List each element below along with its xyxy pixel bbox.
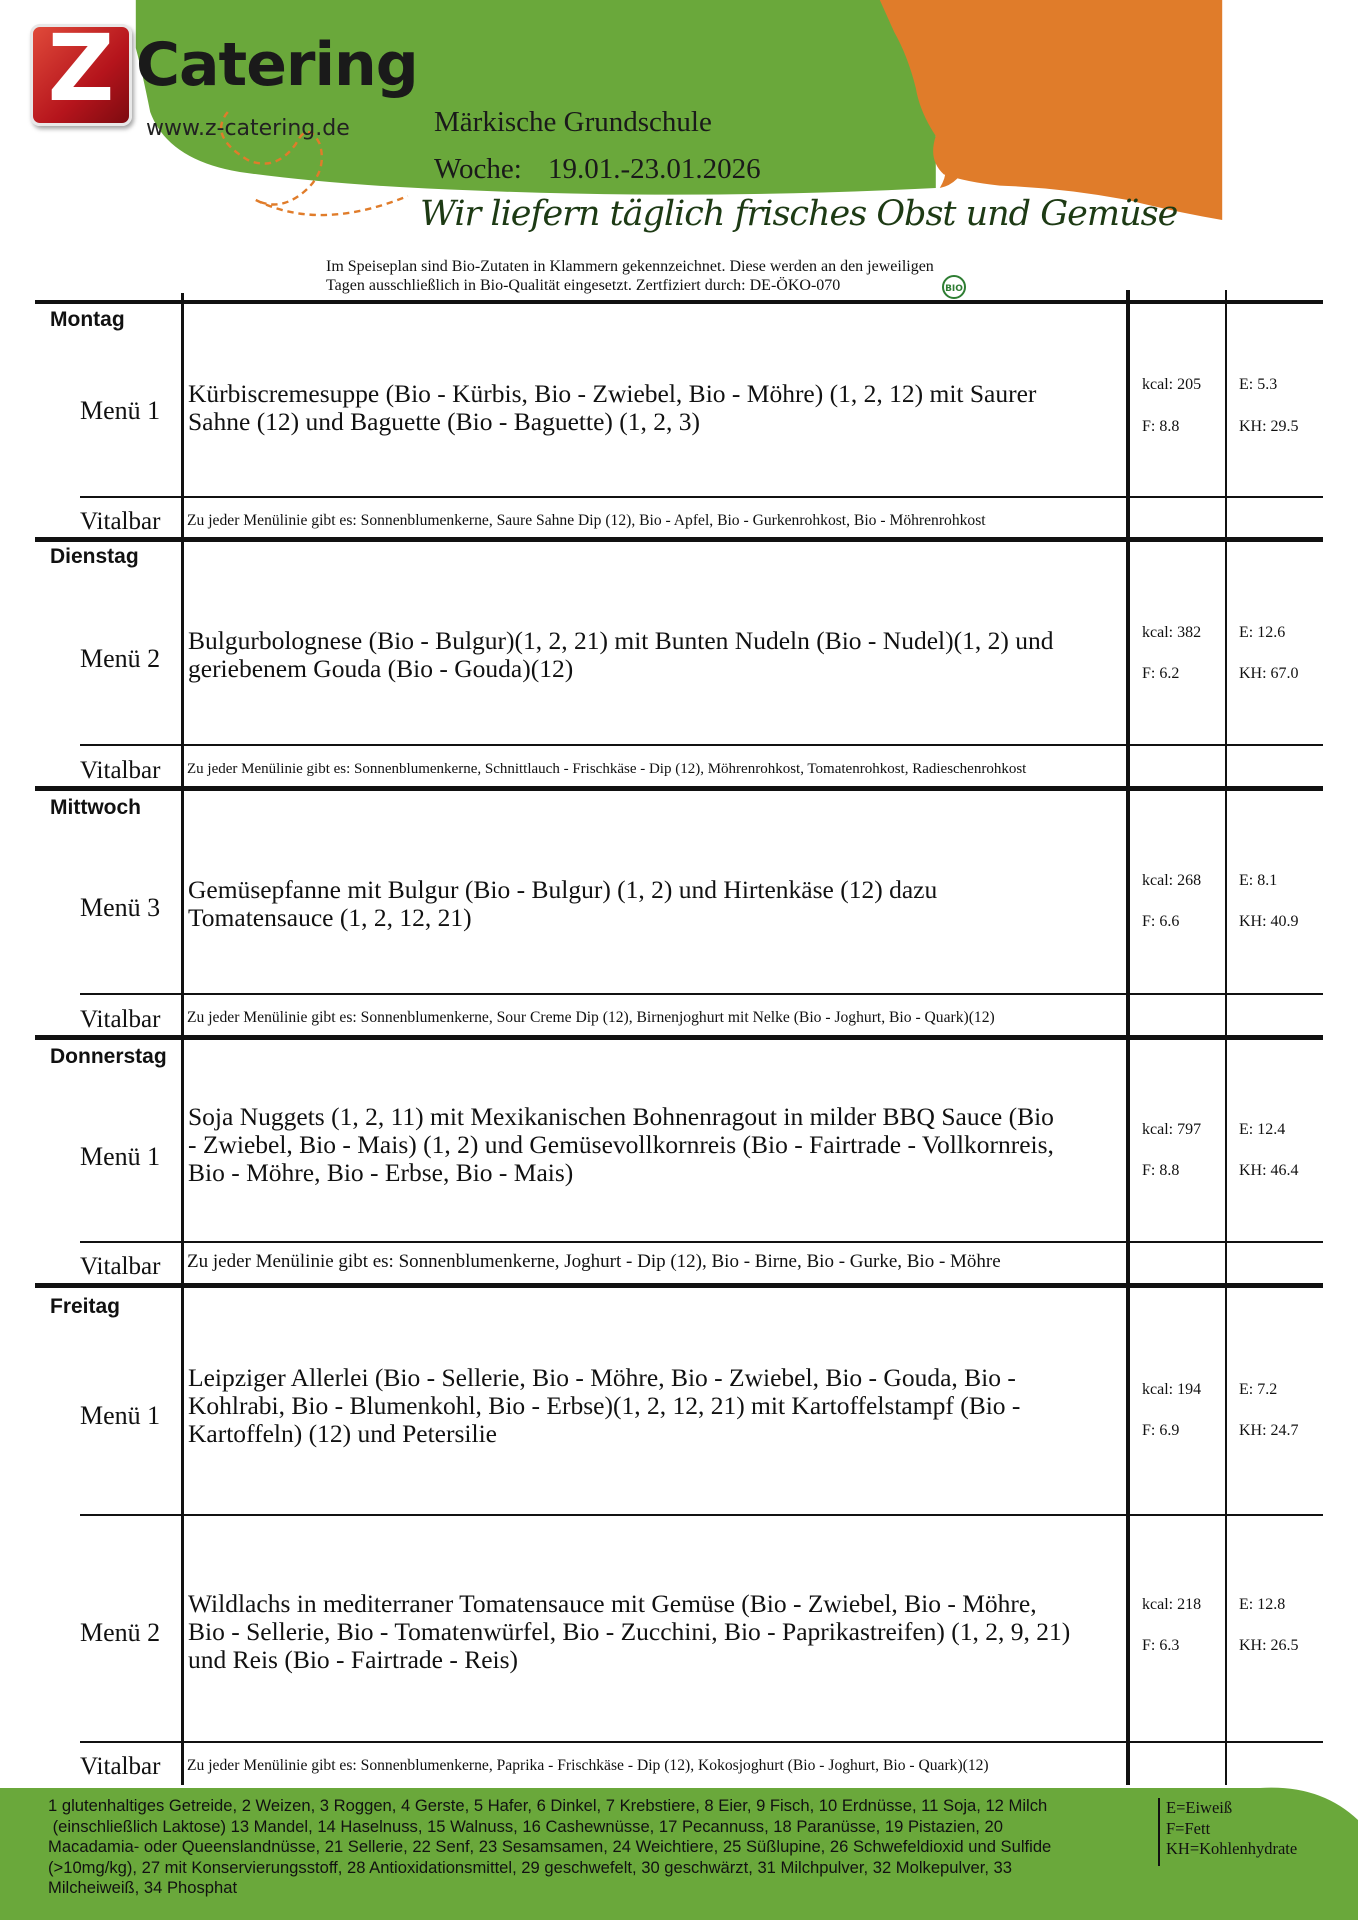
fat-value: F: 6.6	[1142, 913, 1180, 930]
day-title: Mittwoch	[50, 796, 141, 819]
carbs-value: KH: 26.5	[1239, 1637, 1299, 1654]
allergen-list	[48, 1796, 1156, 1899]
dish-line: Soja Nuggets (1, 2, 11) mit Mexikanischen Bohnenragout in milder BBQ Sauce (Bio	[188, 1102, 1054, 1131]
legend-item: KH=Kohlenhydrate	[1166, 1839, 1298, 1858]
carbs-value: KH: 67.0	[1239, 665, 1299, 682]
carbs-value: KH: 46.4	[1239, 1162, 1299, 1179]
divider	[80, 1514, 1323, 1516]
carbs-value: KH: 29.5	[1239, 418, 1299, 435]
bio-seal-icon: BIO	[942, 275, 966, 299]
legend-item: E=Eiweiß	[1166, 1798, 1233, 1817]
vitalbar-text: Zu jeder Menülinie gibt es: Sonnenblumenkerne, Schnittlauch - Frischkäse - Dip (12), Möhrenrohkost, Tomatenrohkost, Radieschenrohkost	[187, 761, 1027, 777]
divider	[35, 537, 1323, 542]
dish-description	[188, 876, 1118, 932]
dish-line: und Reis (Bio - Fairtrade - Reis)	[188, 1645, 519, 1674]
week-label: Woche:	[434, 153, 522, 185]
dish-line: geriebenem Gouda (Bio - Gouda)(12)	[188, 654, 574, 683]
allergen-line: Milcheiweiß, 34 Phosphat	[48, 1878, 238, 1897]
kcal-value: kcal: 194	[1142, 1381, 1202, 1398]
kcal-value: kcal: 382	[1142, 624, 1202, 641]
day-title: Donnerstag	[50, 1045, 167, 1068]
carbs-value: KH: 24.7	[1239, 1422, 1299, 1439]
school-name: Märkische Grundschule	[434, 106, 712, 138]
protein-value: E: 12.4	[1239, 1121, 1286, 1138]
vitalbar-text: Zu jeder Menülinie gibt es: Sonnenblumenkerne, Saure Sahne Dip (12), Bio - Apfel, Bio - Gurkenrohkost, Bio - Möhrenrohkost	[187, 512, 986, 529]
kcal-value: kcal: 797	[1142, 1121, 1202, 1138]
protein-value: E: 7.2	[1239, 1381, 1278, 1398]
menu-label: Menü 1	[80, 396, 161, 425]
divider	[80, 993, 1323, 995]
divider	[1158, 1798, 1160, 1866]
day-title: Freitag	[50, 1295, 121, 1318]
brand-url: www.z-catering.de	[146, 116, 350, 141]
dish-description	[188, 1103, 1118, 1187]
divider	[80, 1241, 1323, 1243]
divider	[35, 1035, 1323, 1040]
day-title: Montag	[50, 308, 125, 331]
carbs-value: KH: 40.9	[1239, 913, 1299, 930]
allergen-line: 1 glutenhaltiges Getreide, 2 Weizen, 3 Roggen, 4 Gerste, 5 Hafer, 6 Dinkel, 7 Krebstiere, 8 Eier, 9 Fisch, 10 Erdnüsse, 11 Soja, 12 Milch	[48, 1796, 1048, 1815]
kcal-value: kcal: 268	[1142, 872, 1202, 889]
protein-value: E: 5.3	[1239, 376, 1278, 393]
protein-value: E: 8.1	[1239, 872, 1278, 889]
fat-value: F: 8.8	[1142, 1162, 1180, 1179]
dish-line: Leipziger Allerlei (Bio - Sellerie, Bio - Möhre, Bio - Zwiebel, Bio - Gouda, Bio -	[188, 1363, 1016, 1392]
dish-line: - Zwiebel, Bio - Mais) (1, 2) und Gemüsevollkornreis (Bio - Fairtrade - Vollkornreis,	[188, 1130, 1054, 1159]
fat-value: F: 6.9	[1142, 1422, 1180, 1439]
vitalbar-text: Zu jeder Menülinie gibt es: Sonnenblumenkerne, Sour Creme Dip (12), Birnenjoghurt mit Nelke (Bio - Joghurt, Bio - Quark)(12)	[187, 1009, 995, 1026]
protein-value: E: 12.8	[1239, 1596, 1286, 1613]
divider	[80, 496, 1323, 498]
dish-line: Gemüsepfanne mit Bulgur (Bio - Bulgur) (1, 2) und Hirtenkäse (12) dazu	[188, 875, 938, 904]
divider	[80, 1741, 1323, 1743]
dish-line: Wildlachs in mediterraner Tomatensauce mit Gemüse (Bio - Zwiebel, Bio - Möhre,	[188, 1589, 1037, 1618]
kcal-value: kcal: 218	[1142, 1596, 1202, 1613]
dish-description	[188, 627, 1118, 683]
nutrient-legend	[1166, 1798, 1297, 1860]
slogan: Wir liefern täglich frisches Obst und Gemüse	[420, 194, 1178, 234]
menu-label: Menü 2	[80, 644, 161, 673]
allergen-line: (>10mg/kg), 27 mit Konservierungsstoff, 28 Antioxidationsmittel, 29 geschwefelt, 30 geschwärzt, 31 Milchpulver, 32 Molkepulver, 33	[48, 1857, 1013, 1877]
protein-value: E: 12.6	[1239, 624, 1286, 641]
vitalbar-label: Vitalbar	[80, 1753, 161, 1780]
divider	[35, 1283, 1323, 1288]
dish-line: Bio - Möhre, Bio - Erbse, Bio - Mais)	[188, 1158, 574, 1187]
vitalbar-label: Vitalbar	[80, 757, 161, 784]
fat-value: F: 6.3	[1142, 1637, 1180, 1654]
dish-line: Bulgurbolognese (Bio - Bulgur)(1, 2, 21) mit Bunten Nudeln (Bio - Nudel)(1, 2) und	[188, 626, 1054, 655]
logo-letter: Z	[47, 15, 115, 122]
dish-line: Kürbiscremesuppe (Bio - Kürbis, Bio - Zwiebel, Bio - Möhre) (1, 2, 12) mit Saurer	[188, 379, 1037, 408]
bio-note-line-1: Im Speiseplan sind Bio-Zutaten in Klammern gekennzeichnet. Diese werden an den jeweiligen	[326, 258, 934, 275]
allergen-line: (einschließlich Laktose) 13 Mandel, 14 Haselnuss, 15 Walnuss, 16 Cashewnüsse, 17 Pecannuss, 18 Paranüsse, 19 Pistazien, 20	[48, 1816, 1003, 1836]
fat-value: F: 6.2	[1142, 665, 1180, 682]
bio-note-line-2: Tagen ausschließlich in Bio-Qualität eingesetzt. Zertfiziert durch: DE-ÖKO-070	[326, 277, 841, 294]
dish-line: Kohlrabi, Bio - Blumenkohl, Bio - Erbse)(1, 2, 12, 21) mit Kartoffelstampf (Bio -	[188, 1391, 1021, 1420]
dish-line: Tomatensauce (1, 2, 12, 21)	[188, 903, 472, 932]
vitalbar-label: Vitalbar	[80, 508, 161, 535]
divider	[80, 744, 1323, 746]
dish-description	[188, 1364, 1118, 1448]
vitalbar-label: Vitalbar	[80, 1253, 161, 1280]
vitalbar-text: Zu jeder Menülinie gibt es: Sonnenblumenkerne, Joghurt - Dip (12), Bio - Birne, Bio - Gurke, Bio - Möhre	[187, 1251, 1001, 1272]
menu-label: Menü 3	[80, 893, 161, 922]
dish-line: Sahne (12) und Baguette (Bio - Baguette) (1, 2, 3)	[188, 407, 700, 436]
menu-label: Menü 1	[80, 1401, 161, 1430]
allergen-line: Macadamia- oder Queenslandnüsse, 21 Sellerie, 22 Senf, 23 Sesamsamen, 24 Weichtiere, 25 Süßlupine, 26 Schwefeldioxid und Sulfide	[48, 1837, 1052, 1856]
menu-label: Menü 1	[80, 1142, 161, 1171]
dish-line: Bio - Sellerie, Bio - Tomatenwürfel, Bio - Zucchini, Bio - Paprikastreifen) (1, 2, 9, 21)	[188, 1617, 1071, 1646]
dish-description	[188, 1590, 1118, 1674]
fat-value: F: 8.8	[1142, 418, 1180, 435]
dish-line: Kartoffeln) (12) und Petersilie	[188, 1419, 497, 1448]
vitalbar-text: Zu jeder Menülinie gibt es: Sonnenblumenkerne, Paprika - Frischkäse - Dip (12), Kokosjoghurt (Bio - Joghurt, Bio - Quark)(12)	[187, 1757, 989, 1774]
brand-name: Catering	[136, 30, 418, 100]
divider	[35, 786, 1323, 791]
menu-label: Menü 2	[80, 1618, 161, 1647]
week-range: 19.01.-23.01.2026	[548, 153, 761, 185]
legend-item: F=Fett	[1166, 1818, 1211, 1838]
vitalbar-label: Vitalbar	[80, 1006, 161, 1033]
dish-description	[188, 380, 1118, 436]
day-title: Dienstag	[50, 545, 139, 568]
kcal-value: kcal: 205	[1142, 376, 1202, 393]
